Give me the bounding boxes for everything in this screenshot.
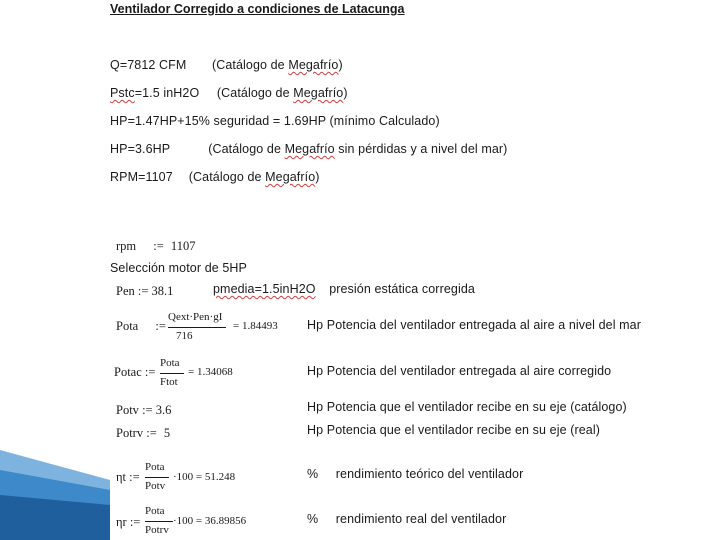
spec-rpm-source: (Catálogo de	[188, 170, 266, 184]
calc-potac-text: Potencia del ventilador entregada al aire corregido	[326, 364, 612, 378]
calc-pota-unit: Hp	[307, 318, 324, 332]
calc-pen-symbol: Pen	[116, 284, 135, 298]
calc-rpm-symbol: rpm	[116, 239, 137, 253]
calc-pota-operator: :=	[155, 319, 166, 333]
calc-rpm	[116, 239, 195, 254]
calc-potac-description	[307, 364, 611, 378]
calc-nt-lhs	[116, 470, 140, 485]
spec-hp-calc-line: HP=1.47HP+15% seguridad = 1.69HP (mínimo Calculado)	[110, 114, 440, 128]
calc-potac-denominator: Ftot	[160, 376, 178, 388]
spec-hp-catalog-source: (Catálogo de	[208, 142, 285, 156]
calc-pota-fraction	[168, 311, 228, 345]
calc-rpm-operator: :=	[153, 239, 164, 253]
calc-potrv-symbol: Potrv	[116, 426, 144, 440]
calc-pen-description: presión estática corregida	[329, 282, 475, 296]
spec-hp-catalog-line	[110, 142, 507, 156]
calc-potrv	[116, 426, 170, 441]
calc-pota-text: Potencia del ventilador entregada al aire a nivel del mar	[326, 318, 641, 332]
spec-pstc-source: (Catálogo de	[216, 86, 294, 100]
calc-potv-unit: Hp	[307, 400, 324, 414]
calc-potv-value: 3.6	[155, 403, 172, 417]
calc-pota-result: = 1.84493	[233, 320, 278, 332]
calc-nr-text: rendimiento real del ventilador	[335, 512, 507, 526]
calc-potac-operator: :=	[144, 365, 156, 379]
spec-rpm-value: RPM=1107	[110, 170, 173, 184]
calc-potrv-operator: :=	[146, 426, 157, 440]
calc-nr-numerator: Pota	[145, 505, 165, 517]
calc-nt-operator: :=	[129, 470, 140, 484]
calc-pota-description	[307, 318, 641, 332]
calc-potrv-text: Potencia que el ventilador recibe en su eje (real)	[326, 423, 600, 437]
calc-potac-result: = 1.34068	[188, 366, 233, 378]
calc-nt-result: ·100 = 51.248	[173, 471, 236, 483]
calc-pen-note	[213, 282, 475, 296]
spec-pstc-close: )	[343, 86, 348, 100]
decorative-swoosh	[0, 450, 120, 540]
calc-rpm-value: 1107	[170, 239, 196, 253]
calc-nr-unit: %	[307, 512, 319, 526]
calc-potrv-value: 5	[163, 426, 171, 440]
calc-nr-result: ·100 = 36.89856	[173, 515, 247, 527]
calc-potv-description	[307, 400, 627, 414]
calc-potrv-unit: Hp	[307, 423, 324, 437]
spec-pstc-line	[110, 86, 348, 100]
calc-potv-operator: :=	[142, 403, 153, 417]
page-title: Ventilador Corregido a condiciones de Latacunga	[110, 2, 405, 16]
calc-nr-fraction-bar	[145, 521, 173, 522]
calc-potrv-description	[307, 423, 600, 437]
spec-q-line	[110, 58, 343, 72]
spec-q-brand: Megafrío	[288, 58, 339, 72]
spec-rpm-line	[110, 170, 320, 184]
motor-selection: Selección motor de 5HP	[110, 261, 247, 275]
spec-hp-catalog-value: HP=3.6HP	[110, 142, 171, 156]
calc-pen-operator: :=	[137, 284, 149, 298]
calc-nt-symbol: ηt	[116, 470, 127, 484]
calc-nr-denominator: Potrv	[145, 524, 169, 536]
calc-potac-fraction	[160, 357, 190, 391]
calc-potac-numerator: Pota	[160, 357, 180, 369]
calc-pota-denominator: 716	[176, 330, 193, 342]
spec-pstc-brand: Megafrío	[293, 86, 344, 100]
calc-pota-symbol: Pota	[116, 319, 139, 333]
calc-nt-numerator: Pota	[145, 461, 165, 473]
calc-nt-description	[307, 467, 523, 481]
calc-nr-description	[307, 512, 506, 526]
spec-q-close: )	[338, 58, 343, 72]
spec-q-value: Q=7812 CFM	[110, 58, 190, 72]
calc-nt-fraction	[145, 461, 175, 495]
spec-pstc-value: =1.5 inH2O	[134, 86, 203, 100]
spec-hp-catalog-note: sin pérdidas y a nivel del mar)	[334, 142, 508, 156]
calc-potac-lhs	[114, 365, 155, 380]
calc-pen	[116, 284, 173, 299]
calc-nr-operator: :=	[129, 515, 141, 529]
calc-nt-fraction-bar	[145, 477, 169, 478]
spec-pstc-label: Pstc	[110, 86, 135, 100]
calc-nt-unit: %	[307, 467, 319, 481]
calc-nr-lhs	[116, 515, 140, 530]
calc-potac-symbol: Potac	[114, 365, 142, 379]
calc-nr-symbol: ηr	[116, 515, 127, 529]
calc-nt-text: rendimiento teórico del ventilador	[335, 467, 524, 481]
calc-potac-unit: Hp	[307, 364, 324, 378]
calc-potac-fraction-bar	[160, 373, 184, 374]
spec-q-source: (Catálogo de	[211, 58, 289, 72]
calc-nt-denominator: Potv	[145, 480, 166, 492]
spec-rpm-close: )	[315, 170, 320, 184]
spec-rpm-brand: Megafrío	[265, 170, 316, 184]
calc-pota-lhs	[116, 319, 166, 334]
calc-potv-text: Potencia que el ventilador recibe en su eje (catálogo)	[326, 400, 627, 414]
calc-potv-symbol: Potv	[116, 403, 139, 417]
calc-potv	[116, 403, 171, 418]
calc-pota-fraction-bar	[168, 327, 226, 328]
calc-pen-value: 38.1	[151, 284, 174, 298]
calc-pota-numerator: Qext·Pen·gI	[168, 311, 223, 323]
spec-hp-catalog-brand: Megafrío	[284, 142, 335, 156]
calc-pen-note-text: pmedia=1.5inH2O	[213, 282, 316, 296]
